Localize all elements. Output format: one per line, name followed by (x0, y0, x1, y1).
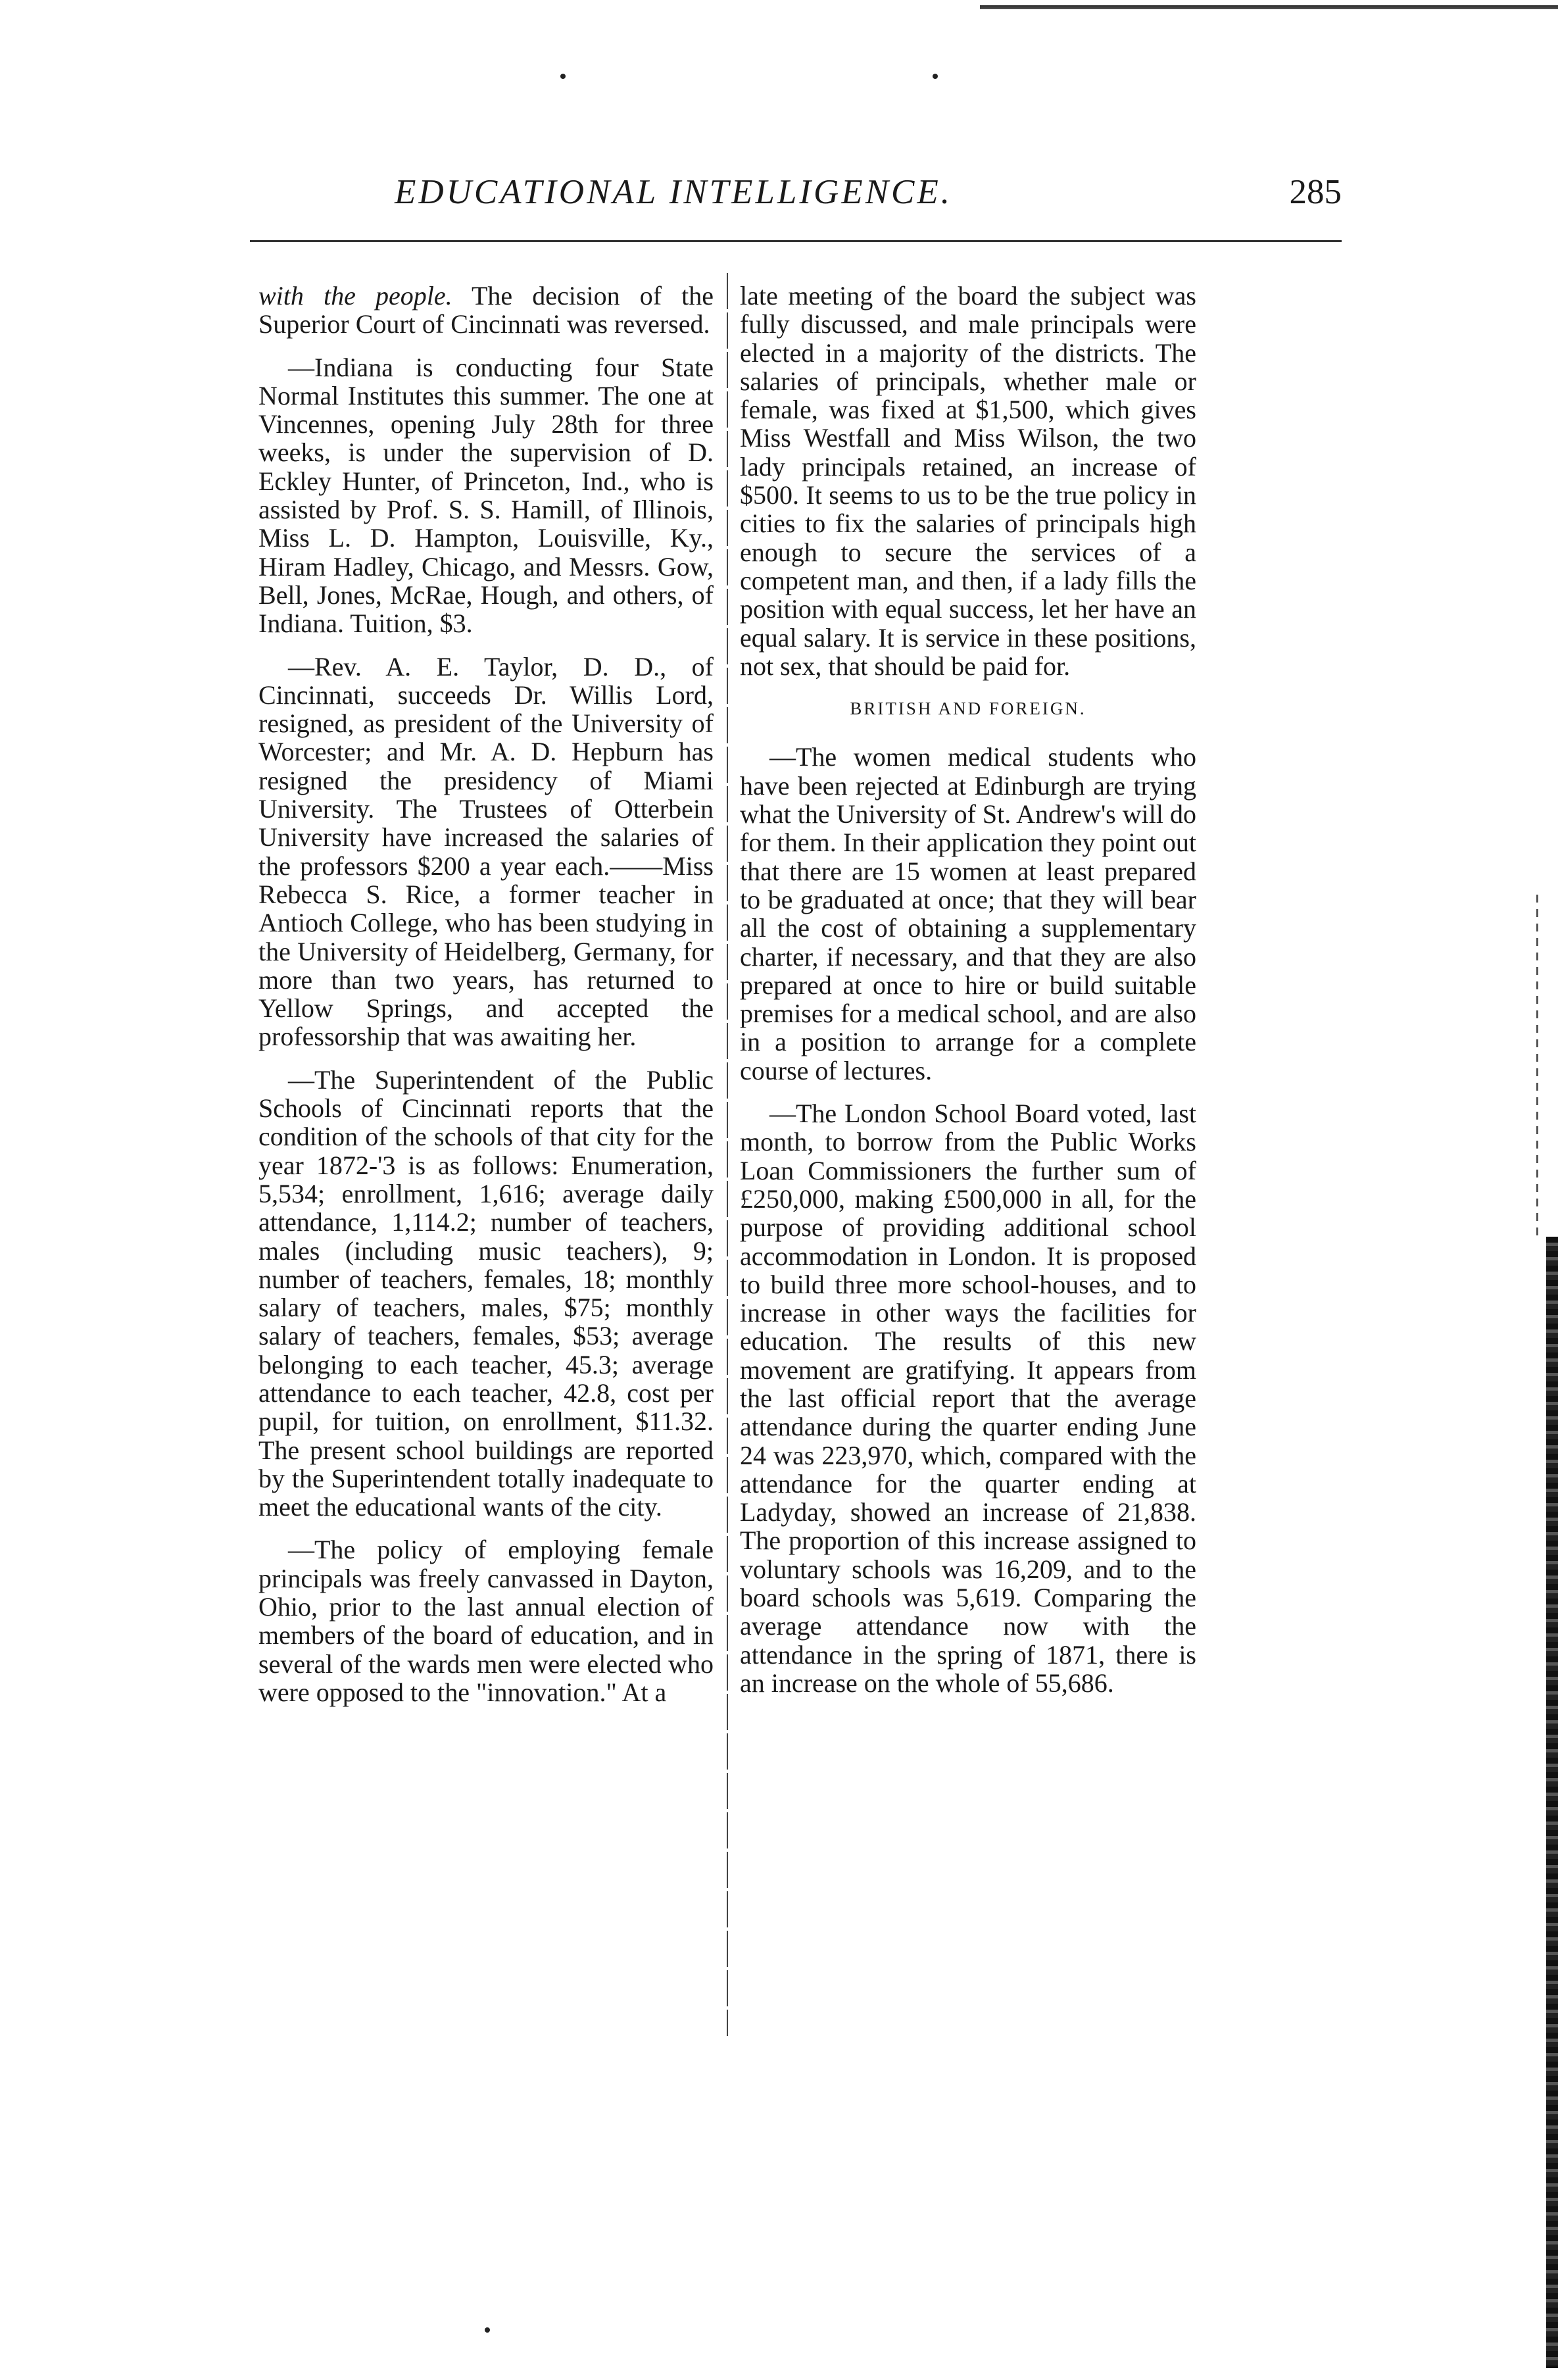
scan-speck (485, 2327, 490, 2333)
paragraph: —Rev. A. E. Taylor, D. D., of Cincinnati, succeeds Dr. Willis Lord, resigned, as president of the University of Worcester; and Mr. A. D. Hepburn has resigned the presidency of Miami University. The Trustees of Otterbein University have increased the salaries of the professors $200 a year each.——Miss Rebecca S. Rice, a former teacher in Antioch College, who has been studying in the University of Heidelberg, Germany, for more than two years, has returned to Yellow Springs, and accepted the professorship that was awaiting her. (258, 651, 714, 1052)
paragraph: —The women medical students who have been rejected at Edinburgh are trying what the University of St. Andrew's will do for them. In their application they point out that there are 15 women at least prepared to be graduated at once; that they will bear all the cost of obtaining a supplementary charter, if necessary, and that they are also prepared at once to hire or build suitable premises for a medical school, and are also in a position to arrange for a complete course of lectures. (740, 742, 1196, 1085)
scan-speck (933, 74, 938, 79)
section-heading: BRITISH AND FOREIGN. (850, 699, 1086, 719)
running-head: EDUCATIONAL INTELLIGENCE. (395, 173, 953, 211)
scan-speck (560, 74, 566, 79)
italic-phrase: with the people. (258, 281, 452, 310)
right-column (740, 282, 1196, 1712)
column-divider (727, 273, 728, 2036)
paragraph: —The policy of employing female principals was freely canvassed in Dayton, Ohio, prior to the last annual election of members of the board of education, and in several of the wards men were elected who were opposed to the "innovation." At a (258, 1535, 714, 1707)
paragraph (258, 282, 714, 339)
page-header (250, 172, 1342, 225)
page-number: 285 (1289, 173, 1342, 211)
header-rule (250, 240, 1342, 242)
top-scan-rule (980, 5, 1558, 9)
paragraph: late meeting of the board the subject was fully discussed, and male principals were elected in a majority of the districts. The salaries of principals, whether male or female, was fixed at $1,500, which gives Miss Westfall and Miss Wilson, the two lady principals retained, an increase of $500. It seems to us to be the true policy in cities to fix the salaries of principals high enough to secure the services of a competent man, and then, if a lady fills the position with equal success, let her have an equal salary. It is service in these positions, not sex, that should be paid for. (740, 281, 1196, 681)
scan-edge-mark (1536, 895, 1538, 1237)
paragraph-text: The decision of the Superior Court of Cincinnati was reversed. (258, 281, 714, 339)
paragraph: —Indiana is conducting four State Normal Institutes this summer. The one at Vincennes, opening July 28th for three weeks, is under the supervision of D. Eckley Hunter, of Princeton, Ind., who is assisted by Prof. S. S. Hamill, of Illinois, Miss L. D. Hampton, Louisville, Ky., Hiram Hadley, Chicago, and Messrs. Gow, Bell, Jones, McRae, Hough, and others, of Indiana. Tuition, $3. (258, 352, 714, 639)
paragraph: —The Superintendent of the Public Schools of Cincinnati reports that the condition of the schools of that city for the year 1872-'3 is as follows: Enumeration, 5,534; enrollment, 1,616; average daily attendance, 1,114.2; number of teachers, males (including music teachers), 9; number of teachers, females, 18; monthly salary of teachers, males, $75; monthly salary of teachers, females, $53; average belonging to each teacher, 45.3; average attendance to each teacher, 42.8, cost per pupil, for tuition, on enrollment, $11.32. The present school buildings are reported by the Superintendent totally inadequate to meet the educational wants of the city. (258, 1064, 714, 1522)
left-column (258, 282, 714, 1721)
paragraph: —The London School Board voted, last month, to borrow from the Public Works Loan Commissioners the further sum of £250,000, making £500,000 in all, for the purpose of providing additional school accommodation in London. It is proposed to build three more school-houses, and to increase in other ways the facilities for education. The results of this new movement are gratifying. It appears from the last official report that the average attendance during the quarter ending June 24 was 223,970, which, compared with the attendance for the quarter ending at Ladyday, showed an increase of 21,838. The proportion of this increase assigned to voluntary schools was 16,209, and to the board schools was 5,619. Comparing the average attendance now with the attendance in the spring of 1871, there is an increase on the whole of 55,686. (740, 1099, 1196, 1698)
scan-edge-mark (1546, 1237, 1558, 2368)
